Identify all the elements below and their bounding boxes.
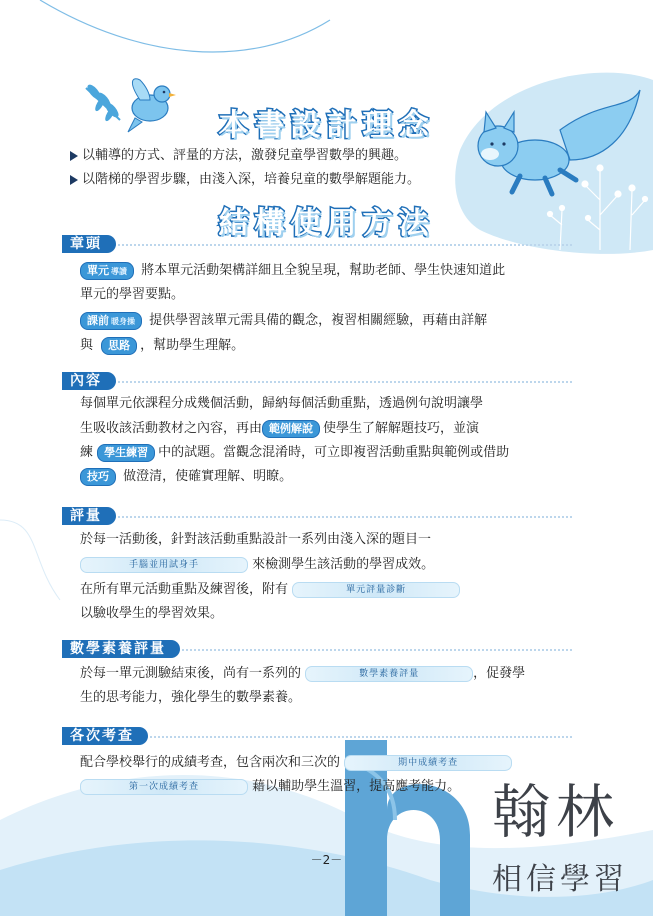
logo-name: 翰林	[492, 778, 621, 846]
design-bullet-2: 以階梯的學習步驟，由淺入深，培養兒童的數學解題能力。	[70, 171, 420, 189]
midterm-strip: 期中成績考查	[344, 755, 512, 771]
section-divider	[62, 244, 572, 246]
evaluation-line-4: 以驗收學生的學習效果。	[80, 606, 224, 621]
chapter-line-1: 單元 導讀 將本單元活動架構詳細且全貌呈現，幫助老師、學生快速知道此	[80, 261, 505, 281]
page-number: －2－	[310, 853, 343, 867]
chapter-line-2: 單元的學習要點。	[80, 287, 185, 302]
literacy-line-2: 生的思考能力，強化學生的數學素養。	[80, 690, 302, 705]
section-divider	[62, 516, 572, 518]
thinking-tag: 思路	[101, 337, 137, 355]
evaluation-line-1: 於每一活動後，針對該活動重點設計一系列由淺入深的題目一	[80, 532, 432, 547]
hands-on-strip: 手腦並用試身手	[80, 557, 248, 573]
arrow-icon	[70, 175, 78, 185]
content-line-2: 生吸收該活動教材之內容，再由 範例解說 使學生了解解題技巧，並演	[80, 421, 480, 436]
skill-tag: 技巧	[80, 468, 116, 486]
literacy-assessment-strip: 數學素養評量	[305, 666, 473, 682]
section-divider	[62, 381, 572, 383]
evaluation-line-3: 在所有單元活動重點及練習後，附有 單元評量診斷	[80, 580, 460, 600]
arrow-icon	[70, 151, 78, 161]
design-concept-title: 本書設計理念	[218, 108, 435, 143]
section-label-chapter: 章頭	[62, 235, 116, 253]
exams-line-1: 配合學校舉行的成績考查，包含兩次和三次的 期中成績考查	[80, 753, 512, 773]
unit-guide-tag: 單元 導讀	[80, 262, 134, 280]
structure-title: 結構使用方法	[218, 206, 435, 241]
content-line-3: 練 學生練習 中的試題。當觀念混淆時，可立即複習活動重點與範例或借助	[80, 445, 510, 460]
warmup-tag: 課前 暖身操	[80, 312, 142, 330]
logo-slogan: 相信學習	[492, 862, 628, 897]
section-label-literacy: 數學素養評量	[62, 640, 180, 658]
content-line-1: 每個單元依課程分成幾個活動，歸納每個活動重點，透過例句說明讓學	[80, 396, 484, 411]
content-line-4: 技巧 做澄清，使確實理解、明瞭。	[80, 467, 292, 487]
top-curve-line	[40, 0, 330, 52]
design-bullet-1: 以輔導的方式、評量的方法，激發兒童學習數學的興趣。	[70, 147, 407, 165]
practice-tag: 學生練習	[97, 444, 155, 462]
section-label-content: 內容	[62, 372, 116, 390]
exams-line-2: 第一次成績考查 藉以輔助學生溫習，提高應考能力。	[80, 777, 460, 797]
chapter-line-3: 課前 暖身操 提供學習該單元需具備的觀念，複習相關經驗，再藉由詳解	[80, 311, 487, 331]
section-label-exams: 各次考查	[62, 727, 148, 745]
chapter-line-4: 與 思路 ，幫助學生理解。	[80, 338, 245, 353]
example-tag: 範例解說	[262, 420, 320, 438]
section-label-evaluation: 評量	[62, 507, 116, 525]
evaluation-line-2: 手腦並用試身手 來檢測學生該活動的學習成效。	[80, 555, 434, 575]
first-exam-strip: 第一次成績考查	[80, 779, 248, 795]
unit-assessment-strip: 單元評量診斷	[292, 582, 460, 598]
literacy-line-1: 於每一單元測驗結束後，尚有一系列的 數學素養評量 ，促發學	[80, 666, 526, 681]
